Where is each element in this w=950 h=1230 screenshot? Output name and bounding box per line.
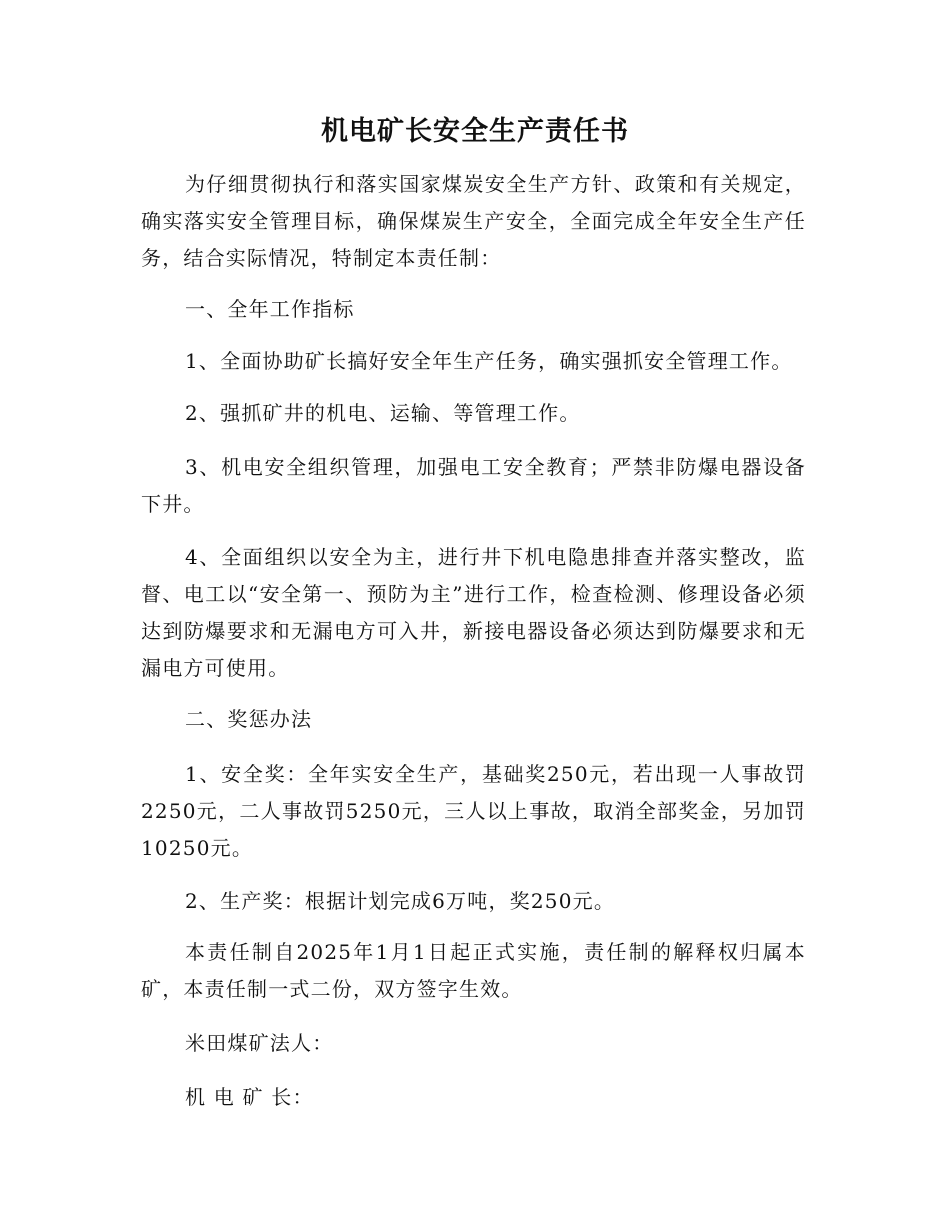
signature-electromechanical-director: 机 电 矿 长： (185, 1085, 314, 1109)
section1-item-3: 3、机电安全组织管理，加强电工安全教育；严禁非防爆电器设备下井。 (141, 455, 806, 516)
signature-legal-person: 米田煤矿法人： (185, 1031, 334, 1055)
section2-heading: 二、奖惩办法 (185, 707, 313, 731)
closing-paragraph: 本责任制自2025年1月1日起正式实施，责任制的解释权归属本矿，本责任制一式二份，双方签字生效。 (141, 940, 806, 1001)
section2-item-1: 1、安全奖：全年实安全生产，基础奖250元，若出现一人事故罚2250元，二人事故罚5250元，三人以上事故，取消全部奖金，另加罚10250元。 (141, 762, 806, 860)
section1-item-4: 4、全面组织以安全为主，进行井下机电隐患排查并落实整改，监督、电工以“安全第一、预防为主”进行工作，检查检测、修理设备必须达到防爆要求和无漏电方可入井，新接电器设备必须达到防爆要求和无漏电方可使用。 (141, 545, 806, 680)
intro-paragraph: 为仔细贯彻执行和落实国家煤炭安全生产方针、政策和有关规定，确实落实安全管理目标，确保煤炭生产安全，全面完成全年安全生产任务，结合实际情况，特制定本责任制： (141, 172, 806, 270)
section1-item-1: 1、全面协助矿长搞好安全年生产任务，确实强抓安全管理工作。 (185, 349, 793, 373)
section1-heading: 一、全年工作指标 (185, 297, 355, 321)
section2-item-2: 2、生产奖：根据计划完成6万吨，奖250元。 (185, 889, 616, 913)
document-title: 机电矿长安全生产责任书 (321, 116, 629, 147)
section1-item-2: 2、强抓矿井的机电、运输、等管理工作。 (185, 401, 581, 425)
